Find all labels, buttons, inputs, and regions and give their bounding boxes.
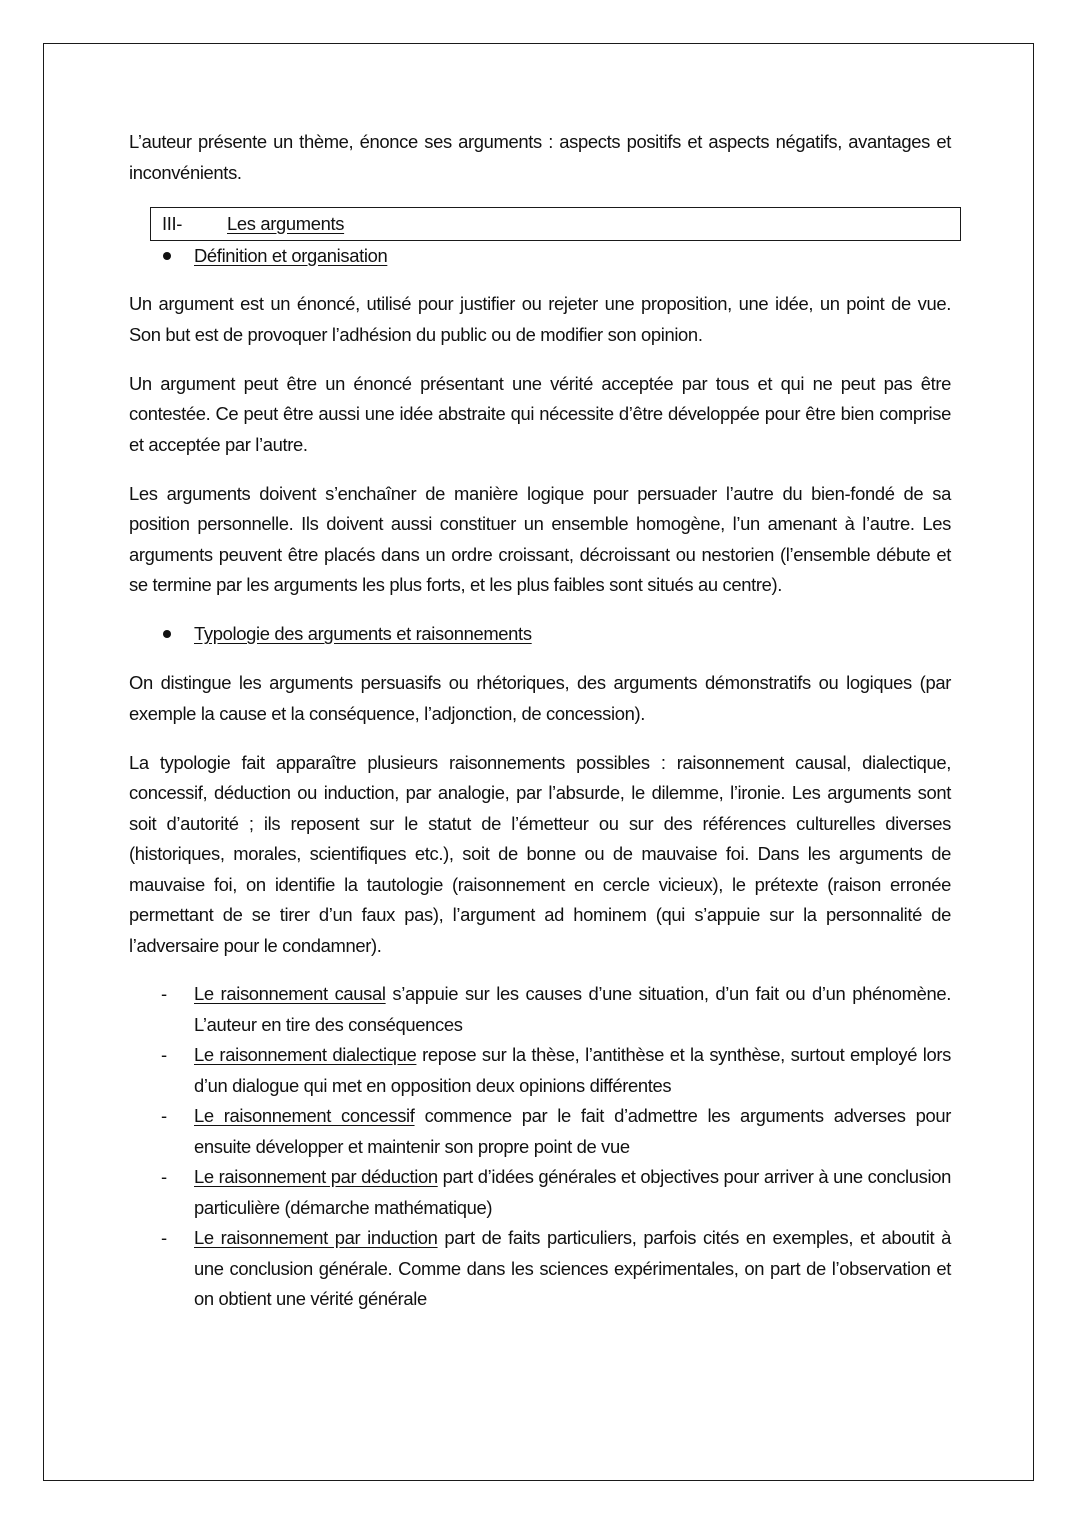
section-title: Les arguments (227, 212, 345, 234)
dash-marker-icon: - (161, 983, 167, 1004)
paragraph-definition: Un argument est un énoncé, utilisé pour justifier ou rejeter une proposition, une idée, un point de vue. Son but est de provoquer l’adhésion du public ou de modifier son opinion. (129, 293, 951, 345)
list-item-concessif (129, 1101, 951, 1162)
bullet-icon (163, 630, 171, 638)
paragraph-organisation: Les arguments doivent s’enchaîner de manière logique pour persuader l’autre du bien-fondé de sa position personnelle. Ils doivent aussi constituer un ensemble homogène, l’un amenant à l’autre. Les arguments peuvent être placés dans un ordre croissant, décroissant ou nestorien (l’ensemble débute et se termine par les arguments les plus forts, et les plus faibles sont situés au centre). (129, 482, 951, 595)
paragraph-typologie: La typologie fait apparaître plusieurs raisonnements possibles : raisonnement causal, dialectique, concessif, déduction ou induction, par analogie, par l’absurde, le dilemme, l’ironie. Les arguments sont soit d’autorité ; ils reposent sur le statut de l’émetteur ou sur des références culturelles diverses (historiques, morales, scientifiques etc.), soit de bonne ou de mauvaise foi. Dans les arguments de mauvaise foi, on identifie la tautologie (raisonnement en cercle vicieux), le prétexte (raison erronée permettant de se tirer d’un faux pas), l’argument ad hominem (qui s’appuie sur la personnalité de l’adversaire pour le condamner). (129, 751, 951, 956)
paragraph-truth: Un argument peut être un énoncé présentant une vérité acceptée par tous et qui ne peut pas être contestée. Ce peut être aussi une idée abstraite qui nécessite d’être développée pour être bien comprise et acceptée par l’autre. (129, 372, 951, 455)
list-item-term: Le raisonnement dialectique (194, 1044, 417, 1065)
bullet-icon (163, 252, 171, 260)
dash-marker-icon: - (161, 1044, 167, 1065)
dash-marker-icon: - (161, 1227, 167, 1248)
list-item-deduction (129, 1162, 951, 1223)
list-item-term: Le raisonnement concessif (194, 1105, 415, 1126)
section-number: III- (162, 212, 183, 234)
subsection-heading-label: Définition et organisation (194, 244, 388, 266)
subsection-heading-typologie (129, 619, 951, 650)
document-body (129, 127, 951, 1315)
list-item-term: Le raisonnement par induction (194, 1227, 438, 1248)
list-item-text: repose sur la thèse, l’antithèse et la synthèse, surtout employé lors d’un dialogue qui met en opposition deux opinions différentes (194, 1044, 951, 1096)
dash-marker-icon: - (161, 1105, 167, 1126)
intro-paragraph: L’auteur présente un thème, énonce ses arguments : aspects positifs et aspects négatifs, avantages et inconvénients. (129, 131, 951, 183)
subsection-heading-definition (129, 241, 951, 272)
list-item-term: Le raisonnement causal (194, 983, 386, 1004)
list-item-text: part de faits particuliers, parfois cités en exemples, et aboutit à une conclusion générale. Comme dans les sciences expérimentales, on part de l’observation et on obtient une vérité générale (194, 1227, 951, 1309)
subsection-heading-label: Typologie des arguments et raisonnements (194, 623, 532, 644)
reasoning-list (129, 979, 951, 1315)
list-item-text: s’appuie sur les causes d’une situation, d’un fait ou d’un phénomène. L’auteur en tire des conséquences (194, 983, 951, 1035)
dash-marker-icon: - (161, 1166, 167, 1187)
list-item-causal (129, 979, 951, 1040)
list-item-term: Le raisonnement par déduction (194, 1166, 438, 1187)
list-item-induction (129, 1223, 951, 1315)
paragraph-distinction: On distingue les arguments persuasifs ou rhétoriques, des arguments démonstratifs ou logiques (par exemple la cause et la conséquence, l’adjonction, de concession). (129, 672, 951, 724)
list-item-dialectique (129, 1040, 951, 1101)
list-item-text: commence par le fait d’admettre les arguments adverses pour ensuite développer et maintenir son propre point de vue (194, 1105, 951, 1157)
section-heading-box (150, 207, 961, 241)
list-item-text: part d’idées générales et objectives pour arriver à une conclusion particulière (démarche mathématique) (194, 1166, 951, 1218)
